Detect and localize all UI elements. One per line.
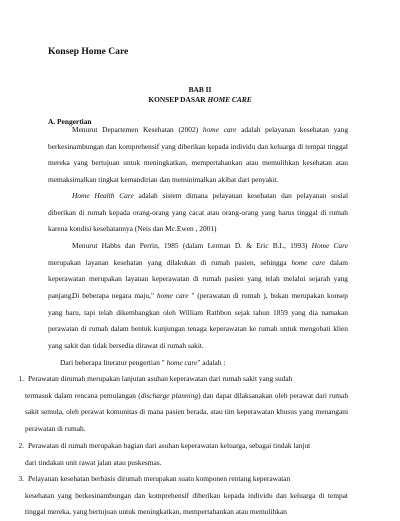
paragraph-1-text-a: Menurut Departemen Kesehatan (2002) [72, 125, 203, 134]
list-item-3 [8, 471, 348, 521]
paragraph-1-term: home care [202, 125, 237, 134]
list-item-2-continuation: dari tindakan unit rawat jalan atau puskesmas. [25, 457, 162, 467]
document-title: Konsep Home Care [48, 46, 129, 57]
paragraph-2-term: Home Health Care [72, 191, 134, 200]
list-item-1-text-a: termasuk dalam rencana pemulangan ( [25, 390, 141, 400]
paragraph-3-term-2: home care [291, 257, 326, 267]
list-item-1-first-line: Perawatan dirumah merupakan lanjutan asuhan keperawatan dari rumah sakit yang sudah [28, 374, 293, 383]
paragraph-2 [48, 188, 348, 238]
list-item-2-number: 2. [18, 441, 24, 450]
paragraph-4-text-c: " (perawatan di rumah ), bukan merupakan konsep yang baru, tapi telah dikembangkan oleh William Rathbon sejak tahun 1859 yang dia namakan perawatan di rumah dalam bentuk kunjungan tenaga keperawatan ke rumah untuk mengobati klien yang sakit dan tidak bersedia dirawat di rumah sakit. [48, 291, 348, 350]
list-item-1-term: discharge planning [140, 390, 199, 400]
list-item-1-text-c: ) dan dapat dilaksanakan oleh perawat dari rumah sakit semula, oleh perawat komunitas di mana pasien berada, atau tim keperawatan khusus yang menangani perawatan di rumah. [25, 390, 349, 433]
paragraph-2-text: adalah sistem dimana pelayanan kesehatan dan pelayanan sosial diberikan di rumah kepada orang-orang yang cacat atau orang-orang yang harus tinggal di rumah karena kondisi kesehatannya (Neis dan Mc.Ewen , 2001) [48, 191, 349, 234]
paragraph-4-text-a: Di beberapa negara maju," [72, 291, 157, 300]
paragraph-4 [48, 288, 348, 354]
chapter-title [0, 95, 400, 104]
chapter-title-plain: KONSEP DASAR [148, 95, 208, 104]
chapter-title-italic: HOME CARE [207, 95, 252, 104]
paragraph-3-text-c: merupakan layanan kesehatan yang dilakukan di rumah pasien, sehingga [48, 257, 292, 267]
list-item-3-number: 3. [18, 474, 24, 483]
paragraph-3-term-1: Home Care [311, 241, 348, 250]
list-item-3-continuation: kesehatan yang berkesinambungan dan komprehensif diberikan kepada individu dan keluarga di tempat tinggal mereka, yang bertujuan untuk meningkatkan, mempertahankan atau memulihkan [25, 490, 348, 517]
list-item-1-number: 1. [18, 374, 24, 383]
list-item-3-first-line: Pelayanan kesehatan berbasis dirumah merupakan suatu komponen rentang keperawatan [28, 474, 291, 483]
paragraph-5-term: home care [166, 358, 198, 367]
section-heading: A. Pengertian [48, 117, 92, 126]
paragraph-1-text-c: adalah pelayanan kesehatan yang berkesinambungan dan komprehensif yang diberikan kepada individu dan keluarga di tempat tinggal mereka yang bertujuan untuk meningkatkan, mempertahankan atau memulihkan kesehatan atau memaksimalkan tingkat kemandirian dan meminimalkan akibat dari penyakit. [48, 125, 349, 184]
paragraph-1 [48, 122, 348, 188]
list-item-1 [8, 371, 348, 437]
paragraph-3-text-e: dalam keperawatan merupakan layanan keperawatan di rumah pasien yang telah melalui sejarah yang panjang. [48, 257, 348, 300]
paragraph-3-text-a: Menurut Habbs dan Perrin, 1985 (dalam Lerman D. & Eric B.L, 1993) [72, 241, 312, 250]
list-item-2-first-line: Perawatan di rumah merupakan bagian dari asuhan keperawatan keluarga, sebagai tindak lanjut [28, 441, 311, 450]
paragraph-5-text-c: " adalah : [197, 358, 226, 367]
paragraph-4-term: home care [156, 291, 189, 300]
list-item-2 [8, 438, 348, 471]
chapter-number: BAB II [188, 85, 212, 94]
paragraph-5 [60, 355, 348, 372]
paragraph-5-text-a: Dari beberapa literatur pengertian " [60, 358, 167, 367]
